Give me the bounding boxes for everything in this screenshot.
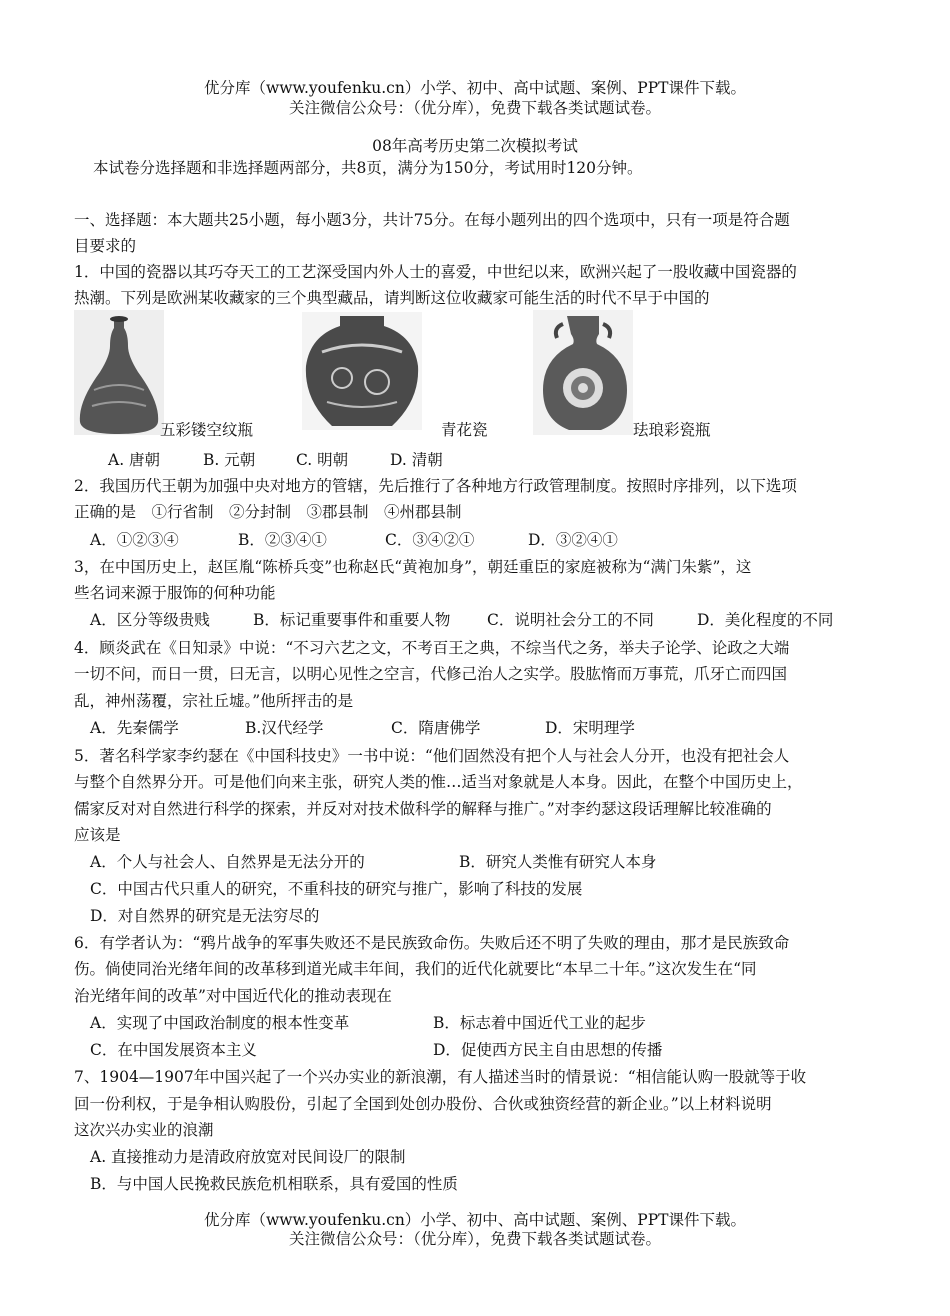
q2-line-1: 2．我国历代王朝为加强中央对地方的管辖，先后推行了各种地方行政管理制度。按照时序排列，以下选项: [74, 477, 797, 495]
q4-line-1: 4．顾炎武在《日知录》中说：“不习六艺之文，不考百王之典，不综当代之务，举夫子论学、论政之大端: [74, 639, 790, 657]
q6-option-c: C．在中国发展资本主义: [90, 1041, 257, 1059]
q3-line-2: 些名词来源于服饰的何种功能: [74, 584, 276, 602]
q7-line-1: 7、1904—1907年中国兴起了一个兴办实业的新浪潮，有人描述当时的情景说：“相信能认购一股就等于收: [74, 1068, 807, 1086]
q5-option-a: A．个人与社会人、自然界是无法分开的: [90, 853, 365, 871]
q1-line-1: 1．中国的瓷器以其巧夺天工的工艺深受国内外人士的喜爱，中世纪以来，欧洲兴起了一股收藏中国瓷器的: [74, 263, 797, 281]
q1-option-c: C. 明朝: [296, 451, 349, 469]
q2-option-b: B．②③④①: [238, 531, 327, 549]
q6-option-a: A．实现了中国政治制度的根本性变革: [90, 1014, 350, 1032]
q6-line-1: 6．有学者认为：“鸦片战争的军事失败还不是民族致命伤。失败后还不明了失败的理由，那才是民族致命: [74, 934, 790, 952]
q7-line-3: 这次兴办实业的浪潮: [74, 1121, 214, 1139]
q1-caption-1: 五彩镂空纹瓶: [160, 421, 254, 439]
exam-intro: 本试卷分选择题和非选择题两部分，共8页，满分为150分，考试用时120分钟。: [93, 159, 643, 177]
q1-option-d: D. 清朝: [390, 451, 443, 469]
q4-line-3: 乱，神州荡覆，宗社丘墟。”他所抨击的是: [74, 692, 354, 710]
q5-option-c: C．中国古代只重人的研究，不重科技的研究与推广，影响了科技的发展: [90, 880, 583, 898]
footer-line-2: 关注微信公众号：（优分库），免费下载各类试题试卷。: [288, 1230, 661, 1248]
q1-option-b: B. 元朝: [203, 451, 256, 469]
q4-option-a: A．先秦儒学: [90, 719, 179, 737]
header-line-1: 优分库（www.youfenku.cn）小学、初中、高中试题、案例、PPT课件下载。: [203, 79, 747, 97]
q5-line-1: 5．著名科学家李约瑟在《中国科技史》一书中说：“他们固然没有把个人与社会人分开，也没有把社会人: [74, 747, 790, 765]
q5-option-b: B．研究人类惟有研究人本身: [459, 853, 657, 871]
enamel-vase-image: [533, 310, 633, 435]
q2-option-c: C．③④②①: [385, 531, 475, 549]
q5-line-4: 应该是: [74, 826, 121, 844]
q3-line-1: 3，在中国历史上，赵匡胤“陈桥兵变”也称赵氏“黄袍加身”，朝廷重臣的家庭被称为“满门朱紫”，这: [74, 558, 752, 576]
q7-option-a: A. 直接推动力是清政府放宽对民间设厂的限制: [90, 1148, 406, 1166]
q4-option-b: B.汉代经学: [245, 719, 324, 737]
q2-option-d: D．③②④①: [528, 531, 618, 549]
q5-line-2: 与整个自然界分开。可是他们向来主张，研究人类的惟…适当对象就是人本身。因此，在整个中国历史上，: [74, 773, 803, 791]
q3-option-a: A．区分等级贵贱: [90, 611, 210, 629]
q1-caption-3: 珐琅彩瓷瓶: [633, 421, 711, 439]
header-line-2: 关注微信公众号：（优分库），免费下载各类试题试卷。: [288, 99, 661, 117]
q2-line-2: 正确的是 ①行省制 ②分封制 ③郡县制 ④州郡县制: [74, 503, 462, 521]
q5-option-d: D．对自然界的研究是无法穷尽的: [90, 907, 320, 925]
blue-white-porcelain-image: [302, 312, 422, 430]
footer-line-1: 优分库（www.youfenku.cn）小学、初中、高中试题、案例、PPT课件下载。: [203, 1211, 747, 1229]
q4-line-2: 一切不问，而日一贯，曰无言，以明心见性之空言，代修己治人之实学。股肱惰而万事荒，爪牙亡而四国: [74, 665, 788, 683]
q1-option-a: A. 唐朝: [108, 451, 161, 469]
wucai-vase-image: [74, 310, 164, 435]
q1-caption-2: 青花瓷: [441, 421, 488, 439]
q6-line-3: 治光绪年间的改革”对中国近代化的推动表现在: [74, 987, 392, 1005]
q4-option-d: D．宋明理学: [545, 719, 635, 737]
q1-line-2: 热潮。下列是欧洲某收藏家的三个典型藏品，请判断这位收藏家可能生活的时代不早于中国的: [74, 289, 710, 307]
q3-option-d: D．美化程度的不同: [697, 611, 834, 629]
q6-option-d: D．促使西方民主自由思想的传播: [433, 1041, 663, 1059]
page-title: 08年高考历史第二次模拟考试: [372, 137, 578, 155]
section-heading-cont: 目要求的: [74, 237, 137, 255]
q6-line-2: 伤。倘使同治光绪年间的改革移到道光咸丰年间，我们的近代化就要比“本早二十年。”这次发生在“同: [74, 960, 757, 978]
section-heading: 一、选择题：本大题共25小题，每小题3分，共计75分。在每小题列出的四个选项中，只有一项是符合题: [74, 211, 790, 229]
q7-line-2: 回一份利权，于是争相认购股份，引起了全国到处创办股份、合伙或独资经营的新企业。”以上材料说明: [74, 1095, 772, 1113]
q6-option-b: B．标志着中国近代工业的起步: [433, 1014, 646, 1032]
q5-line-3: 儒家反对对自然进行科学的探索，并反对对技术做科学的解释与推广。”对李约瑟这段话理解比较准确的: [74, 800, 772, 818]
q2-option-a: A．①②③④: [90, 531, 179, 549]
q4-option-c: C．隋唐佛学: [391, 719, 481, 737]
q3-option-b: B．标记重要事件和重要人物: [253, 611, 451, 629]
q3-option-c: C．说明社会分工的不同: [487, 611, 654, 629]
q7-option-b: B．与中国人民挽救民族危机相联系，具有爱国的性质: [90, 1175, 458, 1193]
